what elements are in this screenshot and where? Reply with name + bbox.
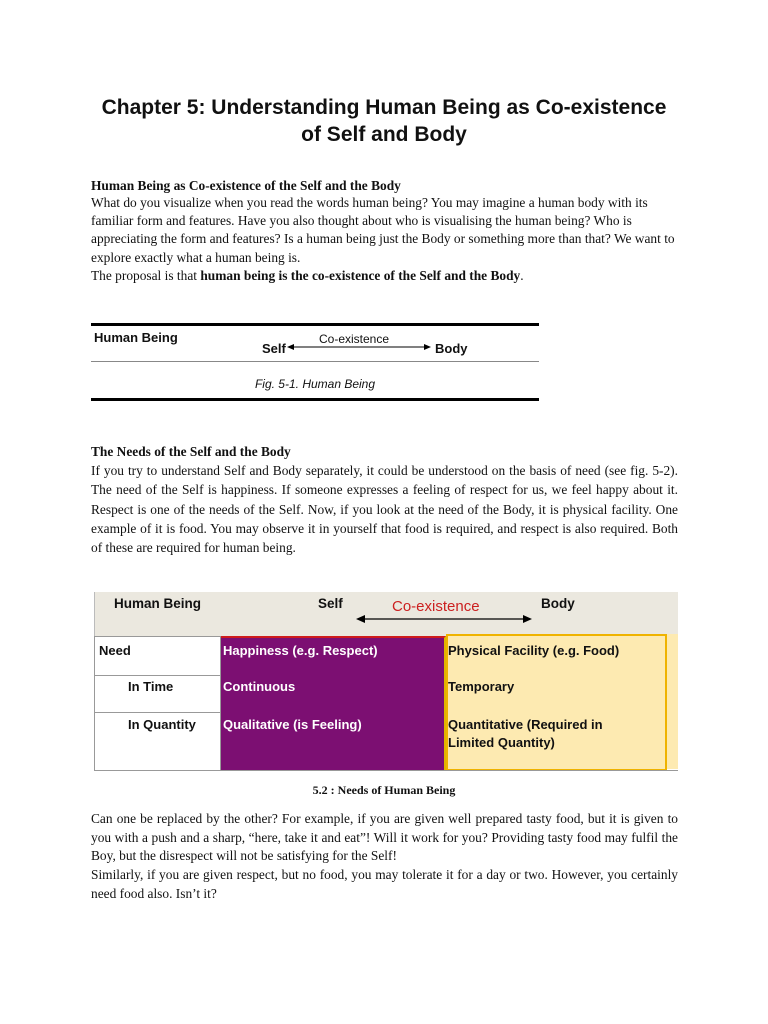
- body-quantity-cell: Quantitative (Required in Limited Quantity): [448, 717, 603, 750]
- self-time-cell: Continuous: [223, 679, 296, 694]
- proposal-text-prefix: The proposal is that: [91, 268, 201, 283]
- section-heading-needs: The Needs of the Self and the Body: [91, 444, 291, 459]
- paragraph-intro: What do you visualize when you read the words human being? You may imagine a human body with its familiar form and features. Have you also thought about who is visualising the human being? Who is appreciating the form and features? Is a human being just the Body or something more than that? We want to explore exactly what a human being is.: [91, 195, 675, 265]
- table-header-human-being: Human Being: [114, 596, 202, 611]
- paragraph-similarly: Similarly, if you are given respect, but no food, you may tolerate it for a day or two. However, you certainly need food also. Isn’t it?: [91, 867, 678, 901]
- self-quantity-cell: Qualitative (is Feeling): [223, 717, 362, 732]
- paragraph-replacement: Can one be replaced by the other? For example, if you are given well prepared tasty food, but it is given to you with a push and a sharp, “here, take it and eat”! Will it work for you? Providing tasty food may fulfil the Boy, but the disrespect will not be satisfying for the Self!: [91, 811, 678, 864]
- table-header-self: Self: [318, 596, 343, 611]
- body-need-cell: Physical Facility (e.g. Food): [448, 643, 620, 658]
- figure-label-body: Body: [435, 341, 468, 356]
- page-title: Chapter 5: Understanding Human Being as Co-existence of Self and Body: [101, 96, 667, 146]
- figure-top-rule: [91, 323, 539, 326]
- body-time-cell: Temporary: [448, 679, 515, 694]
- proposal-text-suffix: .: [520, 268, 524, 283]
- figure-needs-table: [94, 592, 678, 772]
- row-label-need: Need: [99, 643, 131, 658]
- row-label-in-quantity: In Quantity: [128, 717, 196, 732]
- figure-caption: 5.2 : Needs of Human Being: [312, 783, 456, 797]
- double-arrow-icon: [356, 614, 532, 624]
- double-arrow-icon: [287, 342, 431, 352]
- figure-label-human-being: Human Being: [94, 330, 178, 345]
- row-label-in-time: In Time: [128, 679, 174, 694]
- section-heading-coexistence: Human Being as Co-existence of the Self and the Body: [91, 178, 401, 193]
- figure-label-coexistence: Co-existence: [319, 332, 390, 346]
- proposal-text-bold: human being is the co-existence of the Self and the Body: [200, 268, 521, 283]
- paragraph-proposal: [91, 267, 678, 285]
- table-header-coexistence: Co-existence: [392, 598, 480, 615]
- figure-human-being: [91, 323, 539, 403]
- figure-label-self: Self: [262, 341, 286, 356]
- figure-middle-rule: [91, 361, 539, 362]
- figure-bottom-rule: [91, 398, 539, 401]
- paragraph-needs: If you try to understand Self and Body separately, it could be understood on the basis of need (see fig. 5-2). The need of the Self is happiness. If someone expresses a feeling of respect for us, we feel happy about it. Respect is one of the needs of the Self. Now, if you look at the need of the Body, it is physical facility. One example of it is food. You may observe it in yourself that food is required, and respect is also required. Both of these are required for human being.: [91, 463, 678, 556]
- self-need-cell: Happiness (e.g. Respect): [223, 643, 378, 658]
- figure-caption: Fig. 5-1. Human Being: [254, 377, 376, 391]
- table-header-body: Body: [541, 596, 575, 611]
